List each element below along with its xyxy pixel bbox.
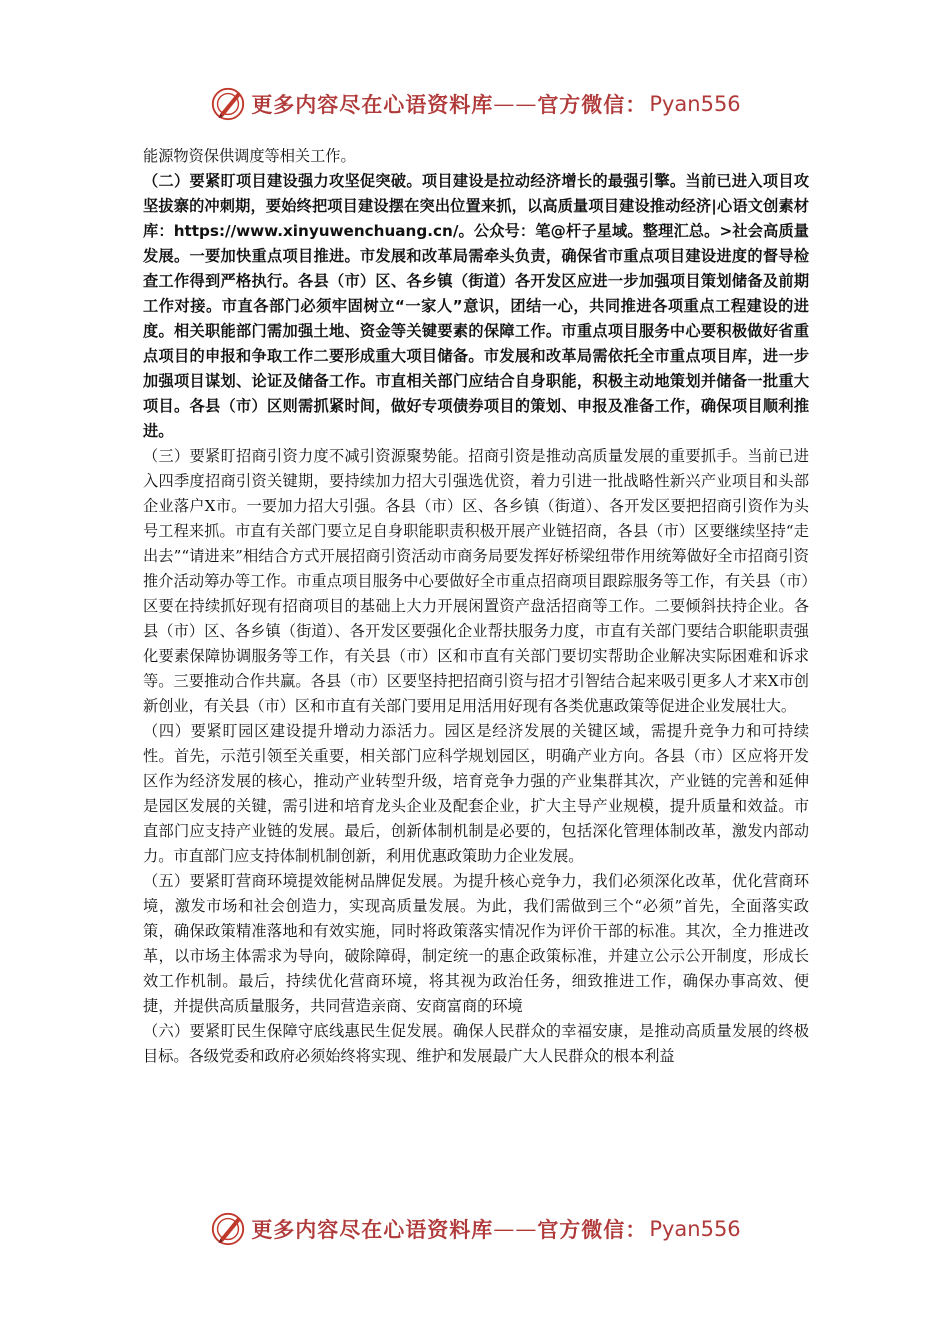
watermark-dash: —— xyxy=(493,1217,538,1241)
paragraph: （四）要紧盯园区建设提升增动力添活力。园区是经济发展的关键区域，需提升竞争力和可持续性。首先，示范引领至关重要，相关部门应科学规划园区，明确产业方向。各县（市）区应将开发区作为经济发展的核心，推动产业转型升级，培育竞争力强的产业集群其次，产业链的完善和延伸是园区发展的关键，需引进和培育龙头企业及配套企业，扩大主导产业规模，提升质量和效益。市直部门应支持产业链的发展。最后，创新体制机制是必要的，包括深化管理体制改革，激发内部动力。市直部门应支持体制机制创新，利用优惠政策助力企业发展。 xyxy=(143,722,809,865)
pen-logo-icon xyxy=(209,1210,247,1248)
watermark-label: 官方微信： xyxy=(537,92,648,117)
paragraph: 能源物资保供调度等相关工作。 xyxy=(143,147,356,165)
paragraph-bold: （二）要紧盯项目建设强力攻坚促突破。项目建设是拉动经济增长的最强引擎。当前已进入项目攻坚拔寨的冲刺期，要始终把项目建设摆在突出位置来抓，以高质量项目建设推动经济|心语文创素材库：https://www.xinyuwenchuang.cn/。公众号：笔@杆子星域。整理汇总。>社会高质量发展。一要加快重点项目推进。市发展和改革局需牵头负责，确保省市重点项目建设进度的督导检查工作得到严格执行。各县（市）区、各乡镇（街道）各开发区应进一步加强项目策划储备及前期工作对接。市直各部门必须牢固树立“一家人”意识，团结一心，共同推进各项重点工程建设的进度。相关职能部门需加强土地、资金等关键要素的保障工作。市重点项目服务中心要积极做好省重点项目的申报和争取工作二要形成重大项目储备。市发展和改革局需依托全市重点项目库，进一步加强项目谋划、论证及储备工作。市直相关部门应结合自身职能，积极主动地策划并储备一批重大项目。各县（市）区则需抓紧时间，做好专项债券项目的策划、申报及准备工作，确保项目顺利推进。 xyxy=(143,172,809,440)
document-body xyxy=(143,144,809,1069)
watermark-wechat-id: Pyan556 xyxy=(649,92,741,116)
footer-watermark xyxy=(0,1207,950,1251)
header-watermark xyxy=(0,82,950,126)
paragraph: （五）要紧盯营商环境提效能树品牌促发展。为提升核心竞争力，我们必须深化改革，优化营商环境，激发市场和社会创造力，实现高质量发展。为此，我们需做到三个“必须”首先，全面落实政策，确保政策精准落地和有效实施，同时将政策落实情况作为评价干部的标准。其次，全力推进改革，以市场主体需求为导向，破除障碍，制定统一的惠企政策标准，并建立公示公开制度，形成长效工作机制。最后，持续优化营商环境，将其视为政治任务，细致推进工作，确保办事高效、便捷，并提供高质量服务，共同营造亲商、安商富商的环境 xyxy=(143,872,809,1015)
watermark-text: 更多内容尽在心语资料库 xyxy=(251,1217,494,1242)
watermark-label: 官方微信： xyxy=(537,1217,648,1242)
watermark-text: 更多内容尽在心语资料库 xyxy=(251,92,494,117)
paragraph: （六）要紧盯民生保障守底线惠民生促发展。确保人民群众的幸福安康，是推动高质量发展的终极目标。各级党委和政府必须始终将实现、维护和发展最广大人民群众的根本利益 xyxy=(143,1022,809,1065)
watermark-wechat-id: Pyan556 xyxy=(649,1217,741,1241)
pen-logo-icon xyxy=(209,85,247,123)
paragraph: （三）要紧盯招商引资力度不减引资源聚势能。招商引资是推动高质量发展的重要抓手。当前已进入四季度招商引资关键期，要持续加力招大引强选优资，着力引进一批战略性新兴产业项目和头部企业落户X市。一要加力招大引强。各县（市）区、各乡镇（街道）、各开发区要把招商引资作为头号工程来抓。市直有关部门要立足自身职能职责积极开展产业链招商，各县（市）区要继续坚持“走出去”“请进来”相结合方式开展招商引资活动市商务局要发挥好桥梁纽带作用统筹做好全市招商引资推介活动筹办等工作。市重点项目服务中心要做好全市重点招商项目跟踪服务等工作，有关县（市）区要在持续抓好现有招商项目的基础上大力开展闲置资产盘活招商等工作。二要倾斜扶持企业。各县（市）区、各乡镇（街道）、各开发区要强化企业帮扶服务力度，市直有关部门要结合职能职责强化要素保障协调服务等工作，有关县（市）区和市直有关部门要切实帮助企业解决实际困难和诉求等。三要推动合作共赢。各县（市）区要坚持把招商引资与招才引智结合起来吸引更多人才来X市创新创业，有关县（市）区和市直有关部门要用足用活用好现有各类优惠政策等促进企业发展壮大。 xyxy=(143,447,809,715)
watermark-dash: —— xyxy=(493,92,538,116)
